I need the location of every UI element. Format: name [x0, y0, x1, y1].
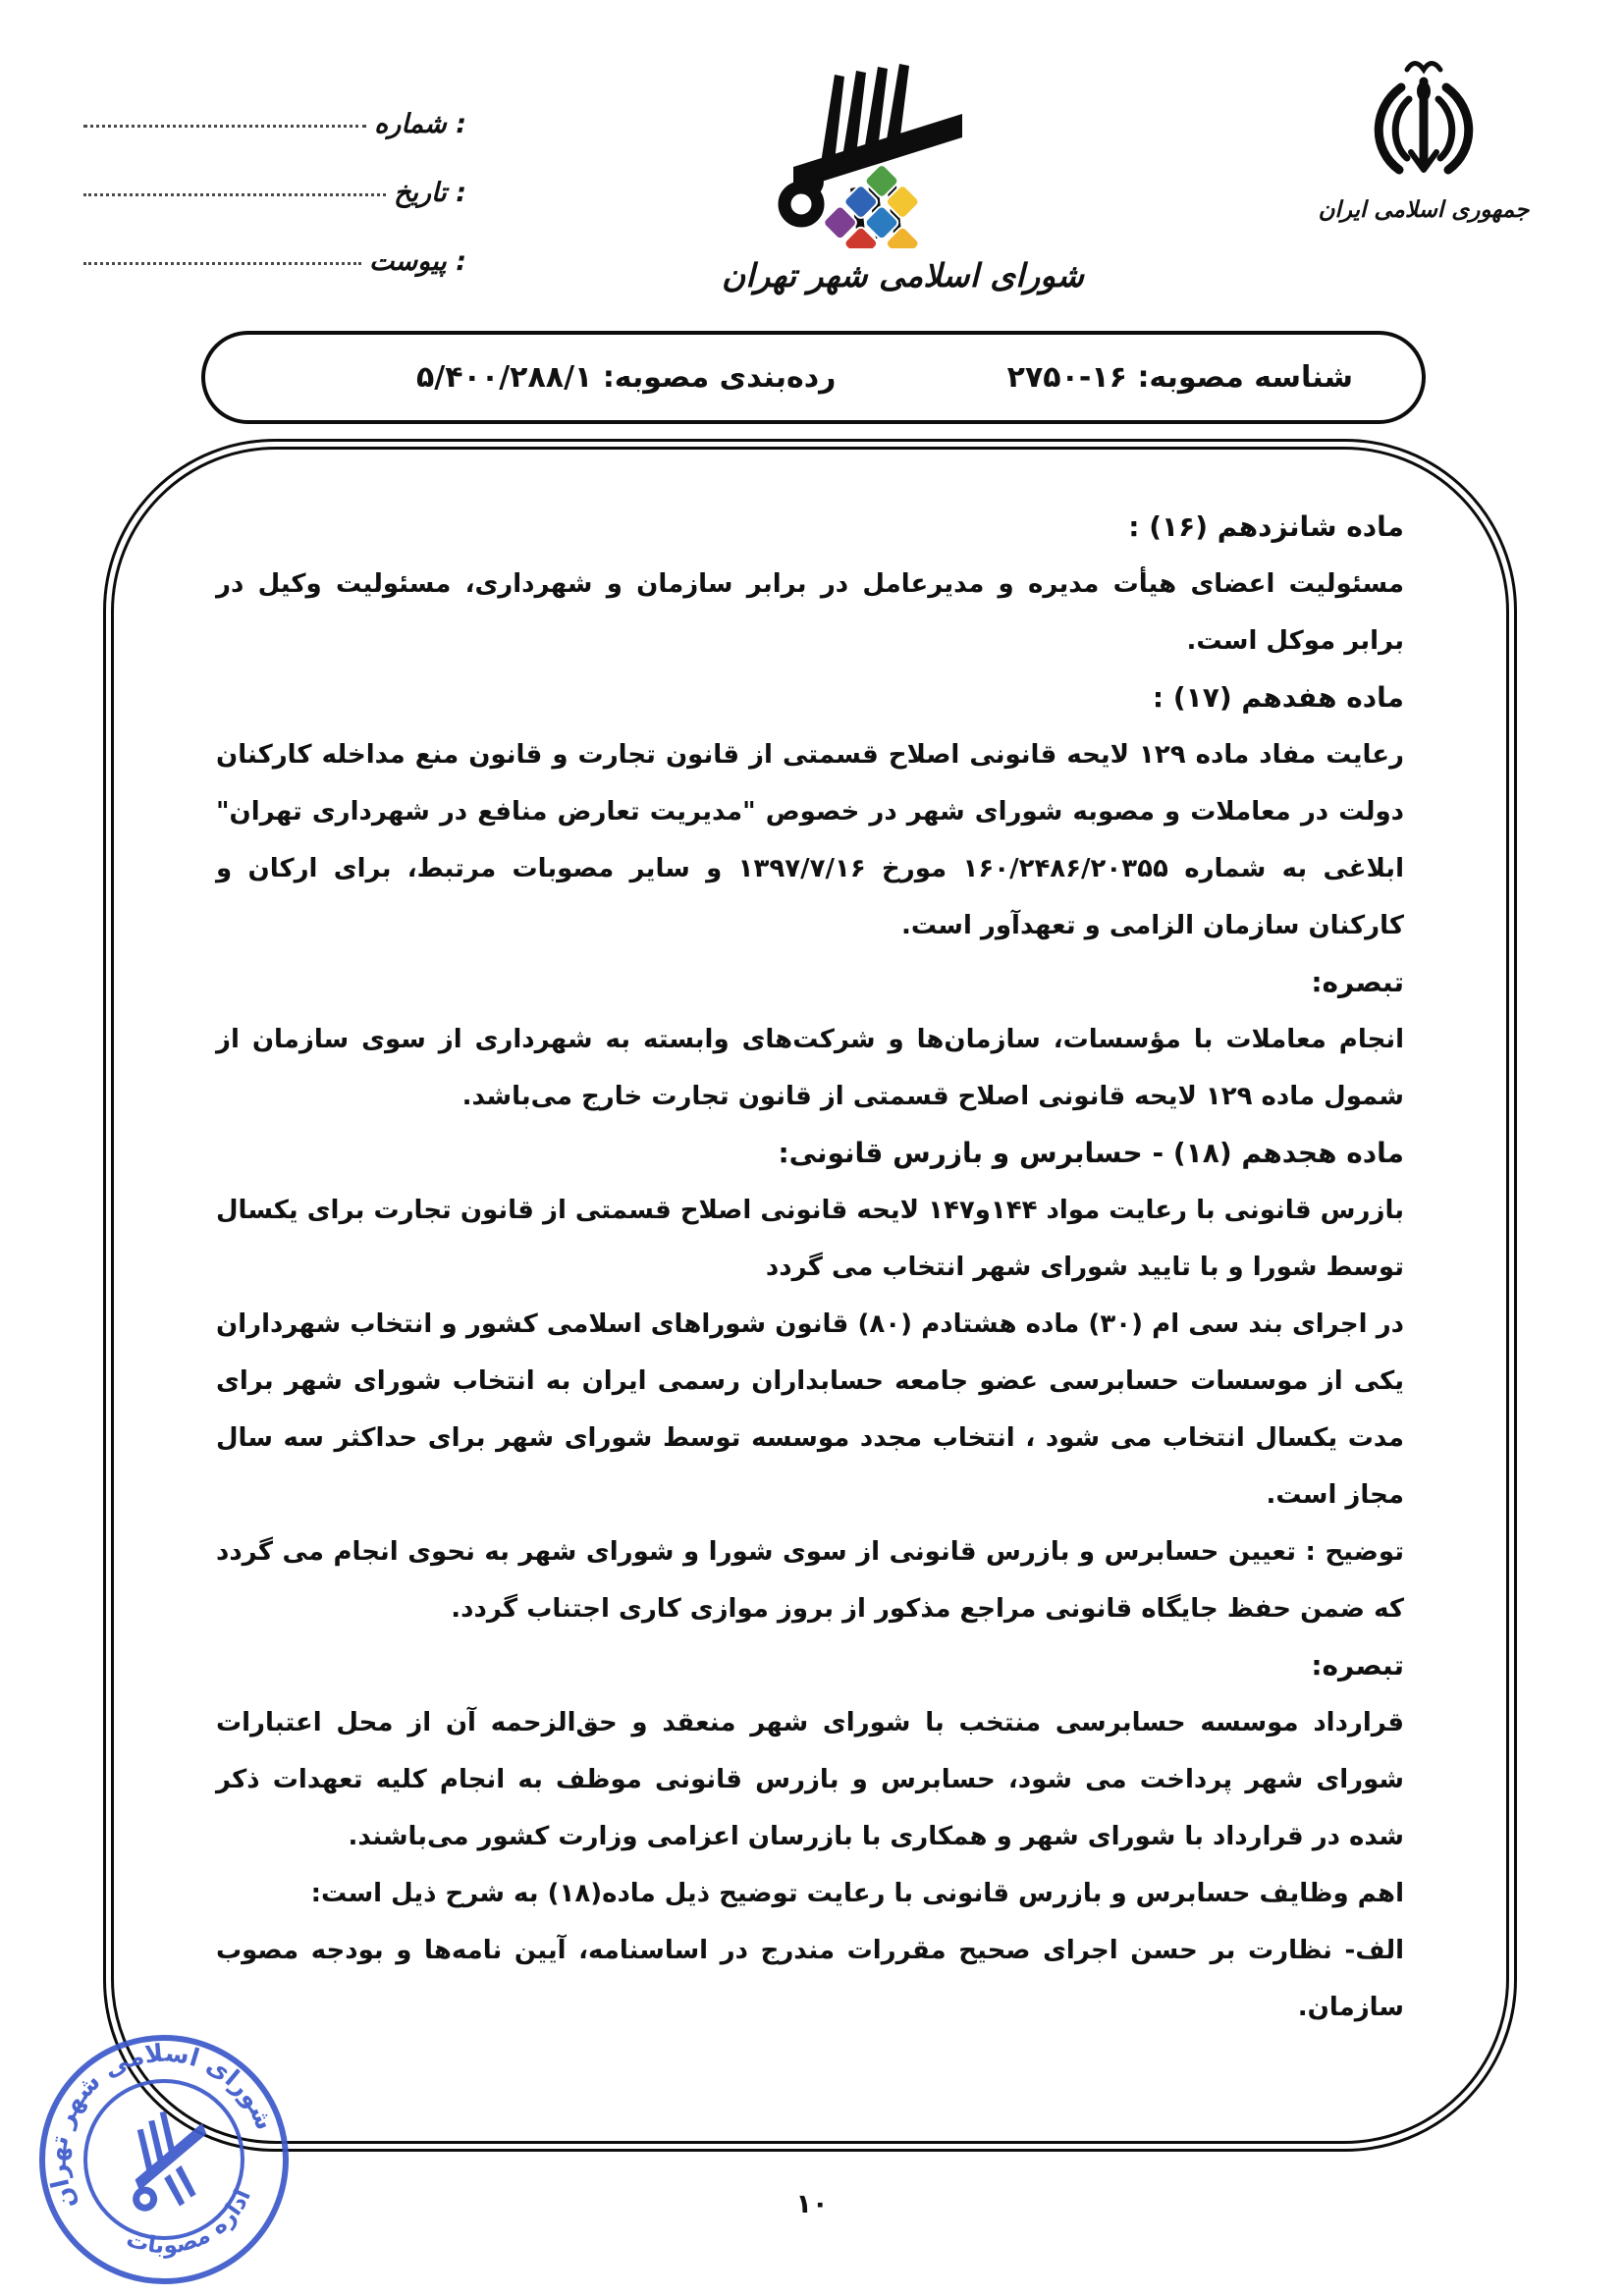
document-body: [106, 442, 1514, 2149]
meta-bar: [201, 331, 1426, 424]
note-2-heading: تبصره:: [1311, 1649, 1404, 1682]
note-2-text: قرارداد موسسه حسابرسی منتخب با شورای شهر منعقد و حق‌الزحمه آن از محل اعتبارات شورای شهر پرداخت می شود، حسابرس و بازرس قانونی موظف به انجام کلیه تعهدات ذکر شده در قرارداد با شورای شهر و همکاری با بازرسان اعزامی وزارت کشور می‌باشند.: [216, 1708, 1404, 1851]
council-logo-icon: [756, 47, 982, 248]
dotted-line: [83, 261, 361, 265]
iran-emblem-icon: [1350, 54, 1497, 191]
page-number: ۱۰: [795, 2189, 829, 2219]
dotted-line: [83, 192, 386, 196]
svg-text:شورای اسلامی شهر تهران: [22, 2020, 280, 2214]
field-number-label: شماره :: [374, 109, 466, 139]
letterhead-form-fields: [83, 71, 466, 277]
note-heading: تبصره:: [1311, 966, 1404, 998]
article-17-heading: ماده هفدهم (۱۷) :: [1152, 681, 1404, 714]
iran-emblem-block: [1296, 54, 1551, 223]
approval-classification: [416, 360, 836, 395]
stamp-ring-text-secondary: اداره مصوبات: [123, 2185, 256, 2260]
article-17-text: رعایت مفاد ماده ۱۲۹ لایحه قانونی اصلاح قسمتی از قانون تجارت و قانون منع مداخله کارکنان دولت در معاملات و مصوبه شورای شهر در خصوص "مدیریت تعارض منافع در شهرداری تهران" ابلاغی به شماره ۱۶۰/۲۴۸۶/۲۰۳۵۵ مورخ ۱۳۹۷/۷/۱۶ و سایر مصوبات مرتبط، برای ارکان و کارکنان سازمان الزامی و تعهدآور است.: [216, 740, 1405, 940]
stamp-ring-text: شورای اسلامی شهر تهران: [42, 2038, 280, 2215]
article-18-text-1: بازرس قانونی با رعایت مواد ۱۴۴و۱۴۷ لایحه قانونی اصلاح قسمتی از قانون تجارت برای یکسال توسط شورا و با تایید شورای شهر انتخاب می گردد: [216, 1196, 1404, 1282]
duty-item-a: الف- نظارت بر حسن اجرای صحیح مقررات مندرج در اساسنامه، آیین نامه‌ها و بودجه مصوب سازمان.: [216, 1936, 1404, 2022]
field-date-label: تاریخ :: [394, 178, 466, 208]
article-18-text-2: در اجرای بند سی ام (۳۰) ماده هشتادم (۸۰) قانون شوراهای اسلامی کشور و انتخاب شهرداران یکی از موسسات حسابرسی عضو جامعه حسابداران رسمی ایران به انتخاب شورای شهر برای مدت یکسال انتخاب می شود ، انتخاب مجدد موسسه توسط شورای شهر برای حداکثر سه سال مجاز است.: [216, 1309, 1405, 1510]
main-text-box: [103, 439, 1517, 2152]
field-attachment: [83, 208, 466, 277]
approval-id: [1007, 360, 1353, 395]
council-logo-block: [722, 47, 1084, 294]
council-name: شورای اسلامی شهر تهران: [722, 256, 1084, 294]
field-attachment-label: پیوست :: [369, 246, 466, 277]
article-16-text: مسئولیت اعضای هیأت مدیره و مدیرعامل در برابر سازمان و شهرداری، مسئولیت وکیل در برابر موکل است.: [216, 569, 1404, 656]
field-date: [83, 139, 466, 208]
article-18-heading: ماده هجدهم (۱۸) - حسابرس و بازرس قانونی:: [778, 1137, 1404, 1169]
field-number: [83, 71, 466, 139]
duties-intro: اهم وظایف حسابرس و بازرس قانونی با رعایت توضیح ذیل ماده(۱۸) به شرح ذیل است:: [310, 1879, 1404, 1908]
council-stamp: [22, 2020, 306, 2296]
iran-name: جمهوری اسلامی ایران: [1318, 197, 1530, 223]
approval-class-label: رده‌بندی مصوبه:: [602, 360, 837, 395]
approval-id-value: ۲۷۵۰-۱۶: [1006, 360, 1127, 395]
approval-class-value: ۵/۴۰۰/۲۸۸/۱: [416, 360, 593, 395]
article-16-heading: ماده شانزدهم (۱۶) :: [1128, 510, 1404, 543]
note-text: انجام معاملات با مؤسسات، سازمان‌ها و شرکت‌های وابسته به شهرداری از سوی سازمان از شمول ماده ۱۲۹ لایحه قانونی اصلاح قسمتی از قانون تجارت خارج می‌باشد.: [216, 1025, 1404, 1111]
approval-id-label: شناسه مصوبه:: [1137, 360, 1353, 395]
dotted-line: [83, 124, 366, 128]
article-18-note: توضیح : تعیین حسابرس و بازرس قانونی از سوی شورا و شورای شهر به نحوی انجام می گردد که ضمن حفظ جایگاه قانونی مراجع مذکور از بروز موازی کاری اجتناب گردد.: [216, 1537, 1404, 1624]
